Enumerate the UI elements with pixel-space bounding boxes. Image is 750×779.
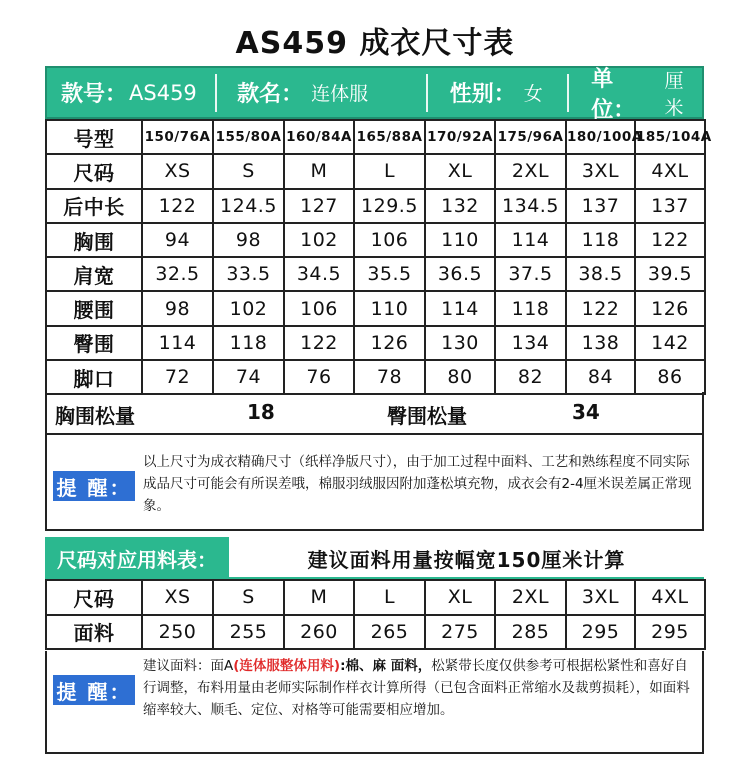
table-cell: 106	[284, 291, 354, 325]
table-row	[46, 360, 705, 394]
fabric-section-header	[45, 537, 704, 579]
table-cell: 122	[566, 291, 635, 325]
table-cell: 165/88A	[354, 120, 425, 154]
fabric-note-body: 松紧带长度仅供参考可根据松紧性和喜好自行调整，布料用量由老师实际制作样衣计算所得（已包含面料正常缩水及裁剪损耗），如面料缩率较大、顺毛、定位、对格等可能需要相应增加。	[143, 658, 690, 718]
table-row	[46, 154, 705, 188]
table-cell: 3XL	[566, 580, 635, 615]
table-cell: 295	[635, 615, 705, 650]
gender-value: 女	[523, 83, 543, 105]
table-cell: 295	[566, 615, 635, 650]
chest-looseness-value: 18	[247, 400, 275, 424]
row-header: 胸围	[46, 223, 142, 257]
table-cell: 132	[425, 189, 495, 223]
header-divider	[426, 74, 428, 112]
table-cell: 98	[213, 223, 284, 257]
header-divider	[215, 74, 217, 112]
table-row	[46, 257, 705, 291]
header-divider	[567, 74, 569, 112]
table-cell: 78	[354, 360, 425, 394]
row-header: 尺码	[46, 154, 142, 188]
row-header: 尺码	[46, 580, 142, 615]
table-row	[46, 291, 705, 325]
table-cell: XS	[142, 154, 213, 188]
table-cell: XL	[425, 580, 495, 615]
table-cell: 250	[142, 615, 213, 650]
table-cell: 80	[425, 360, 495, 394]
table-cell: 127	[284, 189, 354, 223]
row-header: 面料	[46, 615, 142, 650]
table-cell: 102	[213, 291, 284, 325]
table-cell: 33.5	[213, 257, 284, 291]
unit-value: 厘米	[664, 69, 684, 119]
table-cell: L	[354, 154, 425, 188]
table-cell: 74	[213, 360, 284, 394]
reminder-box	[45, 435, 704, 531]
table-cell: 4XL	[635, 154, 705, 188]
size-table	[45, 119, 712, 395]
style-name-cell	[217, 68, 426, 117]
fabric-table	[45, 579, 706, 650]
hip-looseness-value: 34	[572, 400, 600, 424]
table-cell: 114	[142, 326, 213, 360]
table-cell: 39.5	[635, 257, 705, 291]
table-cell: M	[284, 154, 354, 188]
table-cell: 126	[635, 291, 705, 325]
row-header: 臀围	[46, 326, 142, 360]
table-cell: 86	[635, 360, 705, 394]
table-cell: 37.5	[495, 257, 566, 291]
table-cell: 126	[354, 326, 425, 360]
fabric-reminder-tag: 提 醒：	[53, 675, 135, 705]
table-row	[46, 580, 705, 615]
table-cell: 134.5	[495, 189, 566, 223]
table-cell: 84	[566, 360, 635, 394]
gender-cell	[428, 68, 568, 117]
table-cell: 2XL	[495, 580, 566, 615]
hip-looseness-label: 臀围松量	[387, 404, 467, 428]
table-cell: 122	[142, 189, 213, 223]
table-cell: 180/100A	[566, 120, 635, 154]
table-cell: M	[284, 580, 354, 615]
table-cell: 34.5	[284, 257, 354, 291]
table-cell: 32.5	[142, 257, 213, 291]
table-cell: 285	[495, 615, 566, 650]
table-cell: 102	[284, 223, 354, 257]
table-cell: 118	[495, 291, 566, 325]
table-cell: 137	[635, 189, 705, 223]
table-cell: 160/84A	[284, 120, 354, 154]
table-cell: 129.5	[354, 189, 425, 223]
chest-looseness-label: 胸围松量	[55, 404, 135, 428]
unit-label: 单位：	[591, 66, 636, 123]
table-cell: 98	[142, 291, 213, 325]
row-header: 肩宽	[46, 257, 142, 291]
table-row	[46, 326, 705, 360]
table-cell: 38.5	[566, 257, 635, 291]
gender-label: 性别：	[449, 82, 516, 107]
table-row	[46, 189, 705, 223]
table-row	[46, 120, 705, 154]
table-cell: L	[354, 580, 425, 615]
table-cell: 36.5	[425, 257, 495, 291]
fabric-types: :棉、麻 面料，	[340, 658, 432, 674]
style-no-label: 款号：	[61, 82, 128, 107]
row-header: 脚口	[46, 360, 142, 394]
table-cell: 142	[635, 326, 705, 360]
style-no-value: AS459	[129, 80, 197, 105]
table-row	[46, 223, 705, 257]
info-header-bar	[45, 66, 704, 123]
row-header: 号型	[46, 120, 142, 154]
style-no-cell	[47, 68, 215, 117]
table-cell: 118	[213, 326, 284, 360]
table-cell: 122	[635, 223, 705, 257]
table-cell: 106	[354, 223, 425, 257]
table-cell: 3XL	[566, 154, 635, 188]
table-cell: 118	[566, 223, 635, 257]
style-name-value: 连体服	[311, 83, 369, 105]
fabric-suggestion-prefix: 建议面料：面A	[143, 658, 234, 674]
table-cell: XL	[425, 154, 495, 188]
table-cell: 76	[284, 360, 354, 394]
table-cell: 255	[213, 615, 284, 650]
table-cell: 260	[284, 615, 354, 650]
table-cell: 138	[566, 326, 635, 360]
table-cell: 2XL	[495, 154, 566, 188]
table-cell: 122	[284, 326, 354, 360]
table-cell: 110	[354, 291, 425, 325]
row-header: 后中长	[46, 189, 142, 223]
row-header: 腰围	[46, 291, 142, 325]
fabric-section-label: 尺码对应用料表：	[45, 537, 229, 579]
table-cell: 137	[566, 189, 635, 223]
table-cell: 35.5	[354, 257, 425, 291]
reminder-text: 以上尺寸为成衣精确尺寸（纸样净版尺寸），由于加工过程中面料、工艺和熟练程度不同实际成品尺寸可能会有所误差哦，棉服羽绒服因附加蓬松填充物，成衣会有2-4厘米误差属正常现象。	[143, 454, 692, 514]
table-cell: 150/76A	[142, 120, 213, 154]
unit-cell	[569, 66, 702, 123]
table-cell: 185/104A	[635, 120, 705, 154]
table-cell: 110	[425, 223, 495, 257]
fabric-reminder-box	[45, 651, 704, 754]
table-cell: 124.5	[213, 189, 284, 223]
fabric-section-subtitle: 建议面料用量按幅宽150厘米计算	[307, 547, 626, 572]
table-cell: S	[213, 154, 284, 188]
table-cell: 114	[495, 223, 566, 257]
table-cell: 170/92A	[425, 120, 495, 154]
table-cell: 155/80A	[213, 120, 284, 154]
reminder-tag: 提 醒：	[53, 471, 135, 501]
fabric-reminder-text	[143, 655, 694, 721]
table-cell: 175/96A	[495, 120, 566, 154]
fabric-highlight: (连体服整体用料)	[233, 658, 341, 674]
table-cell: S	[213, 580, 284, 615]
table-row	[46, 615, 705, 650]
table-cell: 72	[142, 360, 213, 394]
table-cell: 94	[142, 223, 213, 257]
table-cell: 114	[425, 291, 495, 325]
style-name-label: 款名：	[237, 82, 304, 107]
table-cell: 275	[425, 615, 495, 650]
page-title: AS459 成衣尺寸表	[235, 26, 515, 61]
table-cell: 130	[425, 326, 495, 360]
table-cell: 82	[495, 360, 566, 394]
table-cell: 134	[495, 326, 566, 360]
table-cell: 265	[354, 615, 425, 650]
table-cell: 4XL	[635, 580, 705, 615]
looseness-row	[45, 392, 704, 435]
table-cell: XS	[142, 580, 213, 615]
